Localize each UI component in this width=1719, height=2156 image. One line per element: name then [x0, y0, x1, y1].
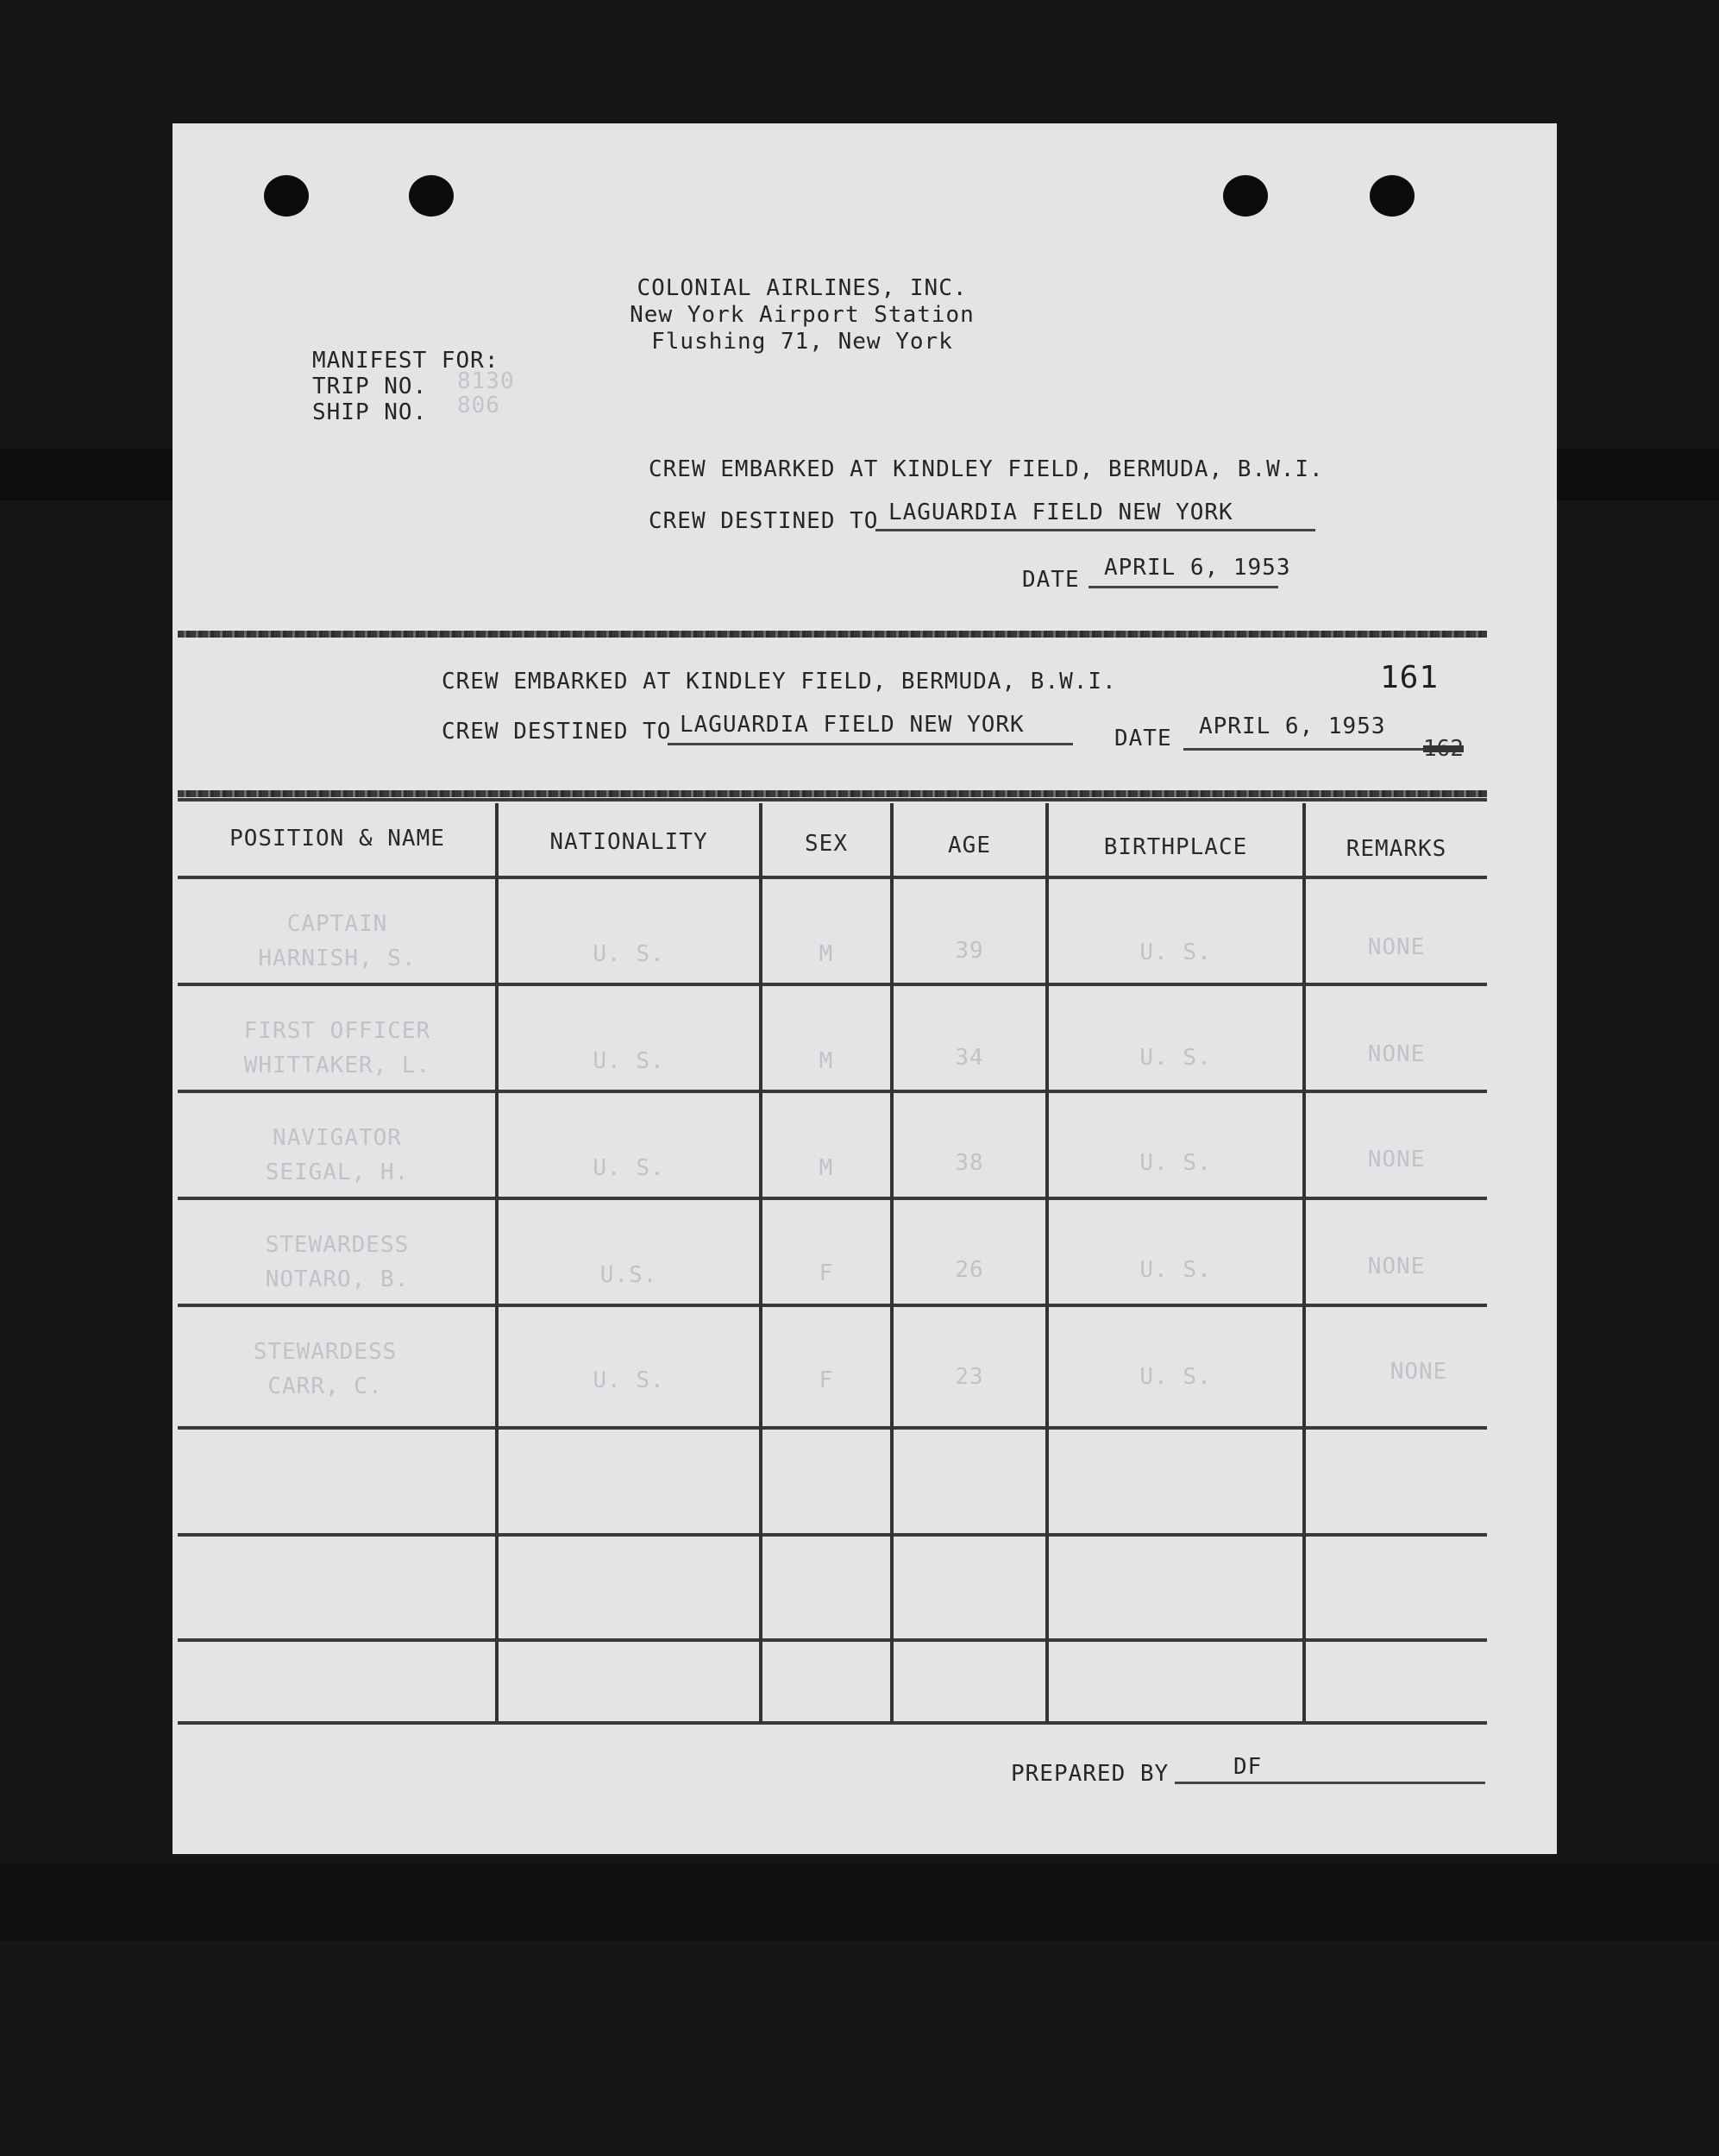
crew-sex: M — [819, 1048, 834, 1074]
crew-position: FIRST OFFICER — [243, 1018, 431, 1044]
table-row — [179, 907, 495, 976]
table-rule — [178, 1197, 1487, 1200]
crew-nationality: U.S. — [599, 1262, 658, 1288]
prepared-by-value: DF — [1233, 1754, 1263, 1780]
date-label-2: DATE — [1114, 726, 1172, 751]
crew-sex: M — [819, 1155, 834, 1181]
crew-position: STEWARDESS — [253, 1339, 398, 1365]
embarked-line: CREW EMBARKED AT KINDLEY FIELD, BERMUDA, B.W.I. — [649, 456, 1324, 482]
column-header-age: AGE — [948, 833, 991, 858]
date-value: APRIL 6, 1953 — [1104, 555, 1291, 581]
crew-nationality: U. S. — [593, 1048, 665, 1074]
crew-sex: F — [819, 1260, 834, 1286]
crew-sex: M — [819, 941, 834, 967]
embarked-line-2: CREW EMBARKED AT KINDLEY FIELD, BERMUDA, B.W.I. — [442, 669, 1117, 695]
crew-age: 23 — [955, 1364, 984, 1390]
crew-remarks: NONE — [1367, 1254, 1426, 1279]
crew-remarks: NONE — [1390, 1359, 1448, 1385]
crew-name: NOTARO, B. — [265, 1267, 410, 1292]
table-rule — [178, 1090, 1487, 1093]
crew-birthplace: U. S. — [1139, 1150, 1212, 1176]
trip-label: TRIP NO. — [312, 374, 428, 399]
destined-label-2: CREW DESTINED TO — [442, 719, 672, 745]
date-value-2: APRIL 6, 1953 — [1199, 713, 1386, 739]
crew-age: 34 — [955, 1045, 984, 1071]
column-header-remarks: REMARKS — [1346, 836, 1447, 862]
company-name: COLONIAL AIRLINES, INC. — [637, 275, 968, 301]
crew-sex: F — [819, 1367, 834, 1393]
punch-hole — [409, 175, 454, 217]
date-label: DATE — [1022, 567, 1080, 593]
page-number: 161 — [1380, 660, 1440, 695]
company-station: New York Airport Station — [630, 302, 975, 328]
date-underline — [1088, 586, 1278, 588]
ship-value: 806 — [457, 393, 500, 418]
crew-position: STEWARDESS — [265, 1232, 410, 1258]
crew-age: 26 — [955, 1257, 984, 1283]
manifest-label: MANIFEST FOR: — [312, 348, 499, 374]
table-row — [167, 1335, 483, 1404]
crew-name: CARR, C. — [267, 1373, 383, 1399]
column-header-position: POSITION & NAME — [229, 826, 445, 852]
ship-label: SHIP NO. — [312, 399, 428, 425]
destined-value-2: LAGUARDIA FIELD NEW YORK — [680, 712, 1025, 738]
punch-hole — [264, 175, 309, 217]
crew-name: SEIGAL, H. — [265, 1160, 410, 1185]
date-underline-2 — [1183, 748, 1442, 751]
table-row — [179, 1121, 495, 1190]
table-rule — [178, 1426, 1487, 1430]
struck-number: 162 — [1423, 736, 1464, 762]
crew-name: WHITTAKER, L. — [243, 1053, 431, 1078]
column-header-nationality: NATIONALITY — [549, 829, 708, 855]
crew-remarks: NONE — [1367, 1041, 1426, 1067]
column-header-sex: SEX — [805, 831, 848, 857]
crew-age: 39 — [955, 938, 984, 964]
crew-birthplace: U. S. — [1139, 1364, 1212, 1390]
crew-nationality: U. S. — [593, 1367, 665, 1393]
destined-underline-2 — [668, 743, 1073, 745]
crew-age: 38 — [955, 1150, 984, 1176]
crew-birthplace: U. S. — [1139, 1257, 1212, 1283]
table-rule — [178, 1533, 1487, 1537]
manifest-page — [173, 123, 1557, 1854]
prepared-by-underline — [1175, 1782, 1485, 1784]
prepared-by-label: PREPARED BY — [1011, 1761, 1170, 1787]
tear-line — [178, 631, 1487, 638]
crew-remarks: NONE — [1367, 934, 1426, 960]
table-row — [179, 1014, 495, 1083]
punch-hole — [1223, 175, 1268, 217]
destined-value: LAGUARDIA FIELD NEW YORK — [888, 500, 1233, 525]
destined-underline — [875, 529, 1315, 531]
punch-hole — [1370, 175, 1415, 217]
table-rule — [178, 876, 1487, 879]
crew-name: HARNISH, S. — [258, 946, 417, 971]
table-rule — [178, 1721, 1487, 1725]
crew-nationality: U. S. — [593, 1155, 665, 1181]
crew-nationality: U. S. — [593, 941, 665, 967]
table-rule — [178, 1304, 1487, 1307]
table-rule — [178, 1638, 1487, 1642]
crew-birthplace: U. S. — [1139, 940, 1212, 965]
crew-position: CAPTAIN — [286, 911, 388, 937]
crew-position: NAVIGATOR — [273, 1125, 402, 1151]
table-rule — [178, 983, 1487, 986]
crew-birthplace: U. S. — [1139, 1045, 1212, 1071]
crew-remarks: NONE — [1367, 1147, 1426, 1172]
company-address: Flushing 71, New York — [651, 329, 953, 355]
table-rule — [178, 798, 1487, 801]
table-row — [179, 1228, 495, 1297]
tear-line-2 — [178, 790, 1487, 797]
film-band — [0, 1864, 1719, 1941]
destined-label: CREW DESTINED TO — [649, 508, 879, 534]
trip-value: 8130 — [457, 368, 515, 394]
column-header-birthplace: BIRTHPLACE — [1103, 834, 1248, 860]
